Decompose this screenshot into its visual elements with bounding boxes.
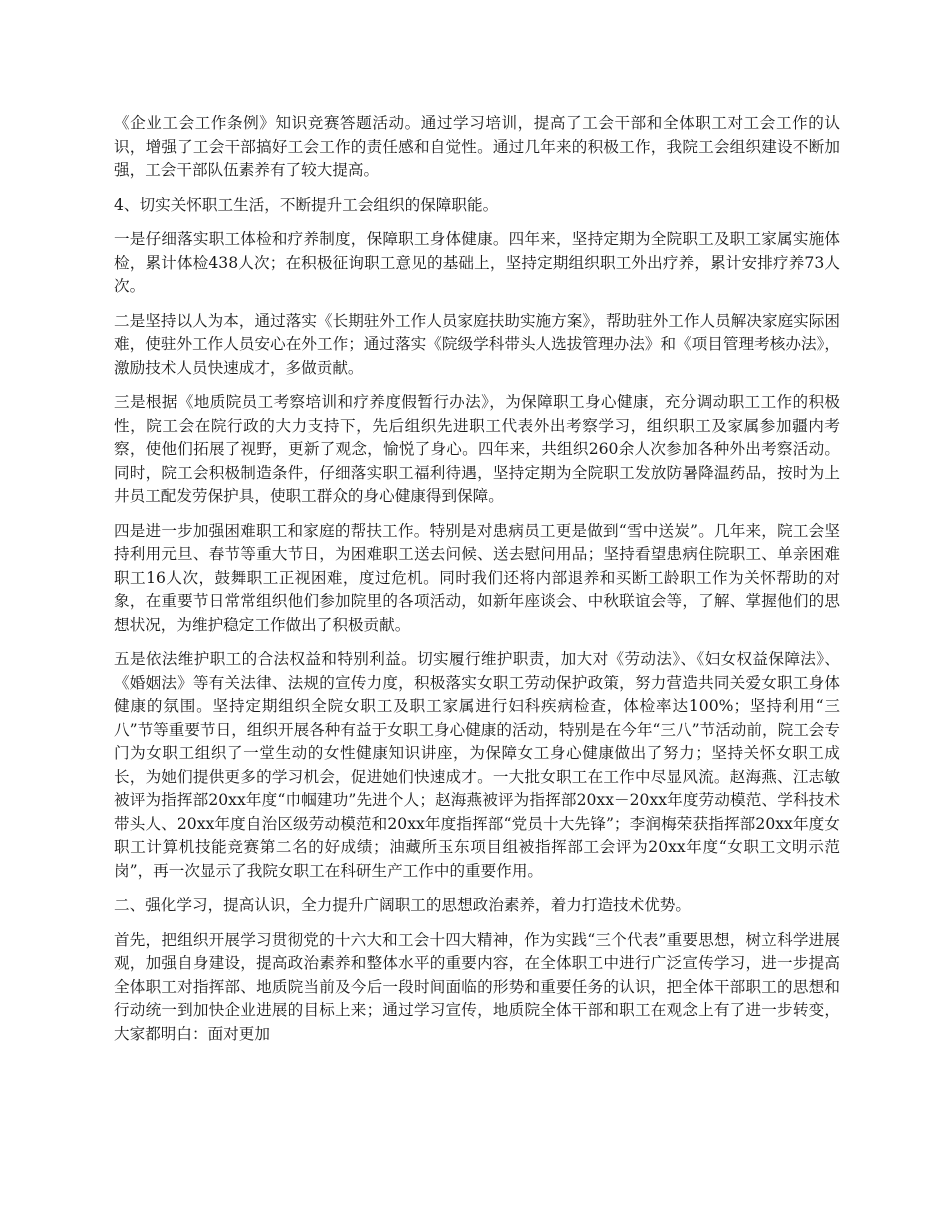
paragraph-union-training: 《企业工会工作条例》知识竞赛答题活动。通过学习培训，提高了工会干部和全体职工对工会工作的认识，增强了工会干部搞好工会工作的责任感和自觉性。通过几年来的积极工作，我院工会组织建设不断加强，工会干部队伍素养有了较大提高。 (114, 114, 840, 179)
paragraph-inspection-training: 三是根据《地质院员工考察培训和疗养度假暂行办法》，为保障职工身心健康，充分调动职工工作的积极性，院工会在院行政的大力支持下，先后组织先进职工代表外出考察学习，组织职工及家属参加疆内考察，使他们拓展了视野，更新了观念，愉悦了身心。四年来，共组织260余人次参加各种外出考察活动。同时，院工会积极制造条件，仔细落实职工福利待遇，坚持定期为全院职工发放防暑降温药品，按时为上井员工配发劳保护具，使职工群众的身心健康得到保障。 (114, 393, 840, 505)
document-body (114, 112, 840, 1057)
heading-strengthen-learning: 二、强化学习，提高认识，全力提升广阔职工的思想政治素养，着力打造技术优势。 (114, 896, 691, 914)
paragraph-health-checkup: 一是仔细落实职工体检和疗养制度，保障职工身体健康。四年来，坚持定期为全院职工及职工家属实施体检，累计体检438人次；在积极征询职工意见的基础上，坚持定期组织职工外出疗养，累计安排疗养73人次。 (114, 230, 840, 295)
paragraph-people-oriented: 二是坚持以人为本，通过落实《长期驻外工作人员家庭扶助实施方案》，帮助驻外工作人员解决家庭实际困难，使驻外工作人员安心在外工作；通过落实《院级学科带头人选拔管理办法》和《项目管理考核办法》，激励技术人员快速成才，多做贡献。 (114, 311, 840, 377)
heading-care-for-workers: 4、切实关怀职工生活，不断提升工会组织的保障职能。 (114, 195, 499, 214)
paragraph-legal-rights: 五是依法维护职工的合法权益和特别利益。切实履行维护职责，加大对《劳动法》、《妇女权益保障法》、《婚姻法》等有关法律、法规的宣传力度，积极落实女职工劳动保护政策，努力营造共同关爱女职工身体健康的氛围。坚持定期组织全院女职工及职工家属进行妇科疾病检查，体检率达100%；坚持利用“三八”节等重要节日，组织开展各种有益于女职工身心健康的活动，特别是在今年“三八”节活动前，院工会专门为女职工组织了一堂生动的女性健康知识讲座，为保障女工身心健康做出了努力；坚持关怀女职工成长，为她们提供更多的学习机会，促进她们快速成才。一大批女职工在工作中尽显风流。赵海燕、江志敏被评为指挥部20xx年度“巾帼建功”先进个人；赵海燕被评为指挥部20xx－20xx年度劳动模范、学科技术带头人、20xx年度自治区级劳动模范和20xx年度指挥部“党员十大先锋”；李润梅荣获指挥部20xx年度女职工计算机技能竞赛第二名的好成绩；油藏所玉东项目组被指挥部工会评为20xx年度“女职工文明示范岗”，再一次显示了我院女职工在科研生产工作中的重要作用。 (114, 650, 840, 880)
paragraph-hardship-assistance: 四是进一步加强困难职工和家庭的帮扶工作。特别是对患病员工更是做到“雪中送炭”。几年来，院工会坚持利用元旦、春节等重大节日，为困难职工送去问候、送去慰问用品；坚持看望患病住院职工、单亲困难职工16人次，鼓舞职工正视困难，度过危机。同时我们还将内部退养和买断工龄职工作为关怀帮助的对象，在重要节日常常组织他们参加院里的各项活动，如新年座谈会、中秋联谊会等，了解、掌握他们的思想状况，为维护稳定工作做出了积极贡献。 (114, 521, 840, 634)
paragraph-study-spirit: 首先，把组织开展学习贯彻党的十六大和工会十四大精神，作为实践“三个代表”重要思想，树立科学进展观，加强自身建设，提高政治素养和整体水平的重要内容，在全体职工中进行广泛宣传学习，进一步提高全体职工对指挥部、地质院当前及今后一段时间面临的形势和重要任务的认识，把全体干部职工的思想和行动统一到加快企业进展的目标上来；通过学习宣传，地质院全体干部和职工在观念上有了进一步转变，大家都明白：面对更加 (114, 930, 840, 1043)
